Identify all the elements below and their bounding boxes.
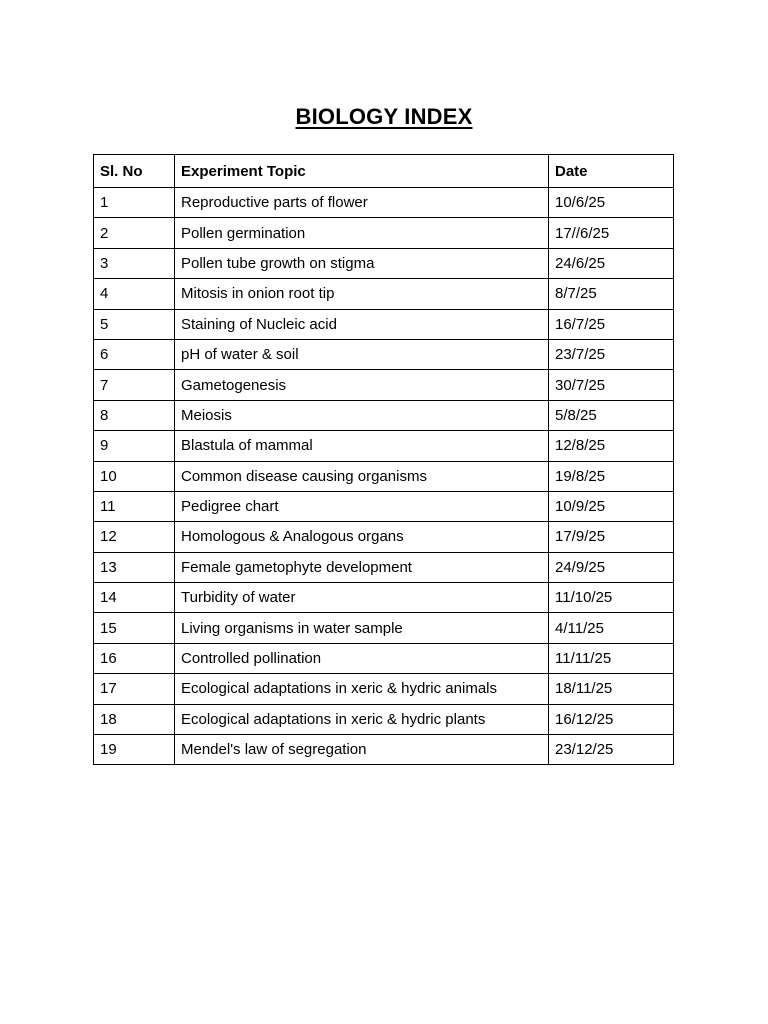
index-table [93,154,674,765]
table-row [94,552,674,582]
cell-date: 16/7/25 [549,309,674,339]
cell-date: 23/7/25 [549,339,674,369]
table-row [94,704,674,734]
cell-sl-no: 3 [94,248,175,278]
header-experiment-topic: Experiment Topic [175,155,549,188]
table-row [94,613,674,643]
cell-experiment-topic: Staining of Nucleic acid [175,309,549,339]
cell-date: 16/12/25 [549,704,674,734]
cell-sl-no: 15 [94,613,175,643]
cell-sl-no: 13 [94,552,175,582]
table-row [94,370,674,400]
cell-date: 5/8/25 [549,400,674,430]
table-row [94,279,674,309]
header-sl-no: Sl. No [94,155,175,188]
table-header-row [94,155,674,188]
cell-experiment-topic: Blastula of mammal [175,431,549,461]
cell-experiment-topic: Reproductive parts of flower [175,188,549,218]
table-row [94,431,674,461]
table-body [94,188,674,765]
table-row [94,643,674,673]
cell-sl-no: 7 [94,370,175,400]
cell-date: 11/11/25 [549,643,674,673]
cell-date: 10/6/25 [549,188,674,218]
cell-experiment-topic: Turbidity of water [175,583,549,613]
cell-sl-no: 5 [94,309,175,339]
cell-experiment-topic: Pollen tube growth on stigma [175,248,549,278]
cell-experiment-topic: Ecological adaptations in xeric & hydric plants [175,704,549,734]
cell-sl-no: 14 [94,583,175,613]
table-row [94,339,674,369]
cell-sl-no: 12 [94,522,175,552]
cell-date: 19/8/25 [549,461,674,491]
cell-sl-no: 17 [94,674,175,704]
cell-experiment-topic: Common disease causing organisms [175,461,549,491]
cell-date: 23/12/25 [549,735,674,765]
cell-date: 10/9/25 [549,491,674,521]
cell-experiment-topic: Mitosis in onion root tip [175,279,549,309]
cell-date: 12/8/25 [549,431,674,461]
table-row [94,522,674,552]
table-row [94,309,674,339]
cell-sl-no: 18 [94,704,175,734]
table-row [94,583,674,613]
table-row [94,735,674,765]
table-row [94,491,674,521]
table-row [94,248,674,278]
cell-sl-no: 19 [94,735,175,765]
table-row [94,461,674,491]
cell-experiment-topic: Living organisms in water sample [175,613,549,643]
cell-sl-no: 11 [94,491,175,521]
cell-date: 8/7/25 [549,279,674,309]
table-row [94,400,674,430]
cell-sl-no: 6 [94,339,175,369]
cell-date: 17/9/25 [549,522,674,552]
cell-sl-no: 4 [94,279,175,309]
table-row [94,674,674,704]
cell-experiment-topic: Pollen germination [175,218,549,248]
cell-date: 24/9/25 [549,552,674,582]
page-title: BIOLOGY INDEX [295,104,473,129]
header-date: Date [549,155,674,188]
cell-sl-no: 2 [94,218,175,248]
cell-date: 18/11/25 [549,674,674,704]
cell-sl-no: 1 [94,188,175,218]
table-row [94,218,674,248]
cell-sl-no: 10 [94,461,175,491]
cell-experiment-topic: pH of water & soil [175,339,549,369]
cell-experiment-topic: Controlled pollination [175,643,549,673]
cell-date: 4/11/25 [549,613,674,643]
cell-experiment-topic: Gametogenesis [175,370,549,400]
cell-sl-no: 8 [94,400,175,430]
cell-date: 30/7/25 [549,370,674,400]
cell-date: 17//6/25 [549,218,674,248]
cell-date: 24/6/25 [549,248,674,278]
cell-experiment-topic: Female gametophyte development [175,552,549,582]
cell-experiment-topic: Meiosis [175,400,549,430]
cell-experiment-topic: Pedigree chart [175,491,549,521]
table-row [94,188,674,218]
cell-sl-no: 9 [94,431,175,461]
cell-date: 11/10/25 [549,583,674,613]
cell-experiment-topic: Homologous & Analogous organs [175,522,549,552]
cell-experiment-topic: Ecological adaptations in xeric & hydric animals [175,674,549,704]
cell-sl-no: 16 [94,643,175,673]
cell-experiment-topic: Mendel's law of segregation [175,735,549,765]
